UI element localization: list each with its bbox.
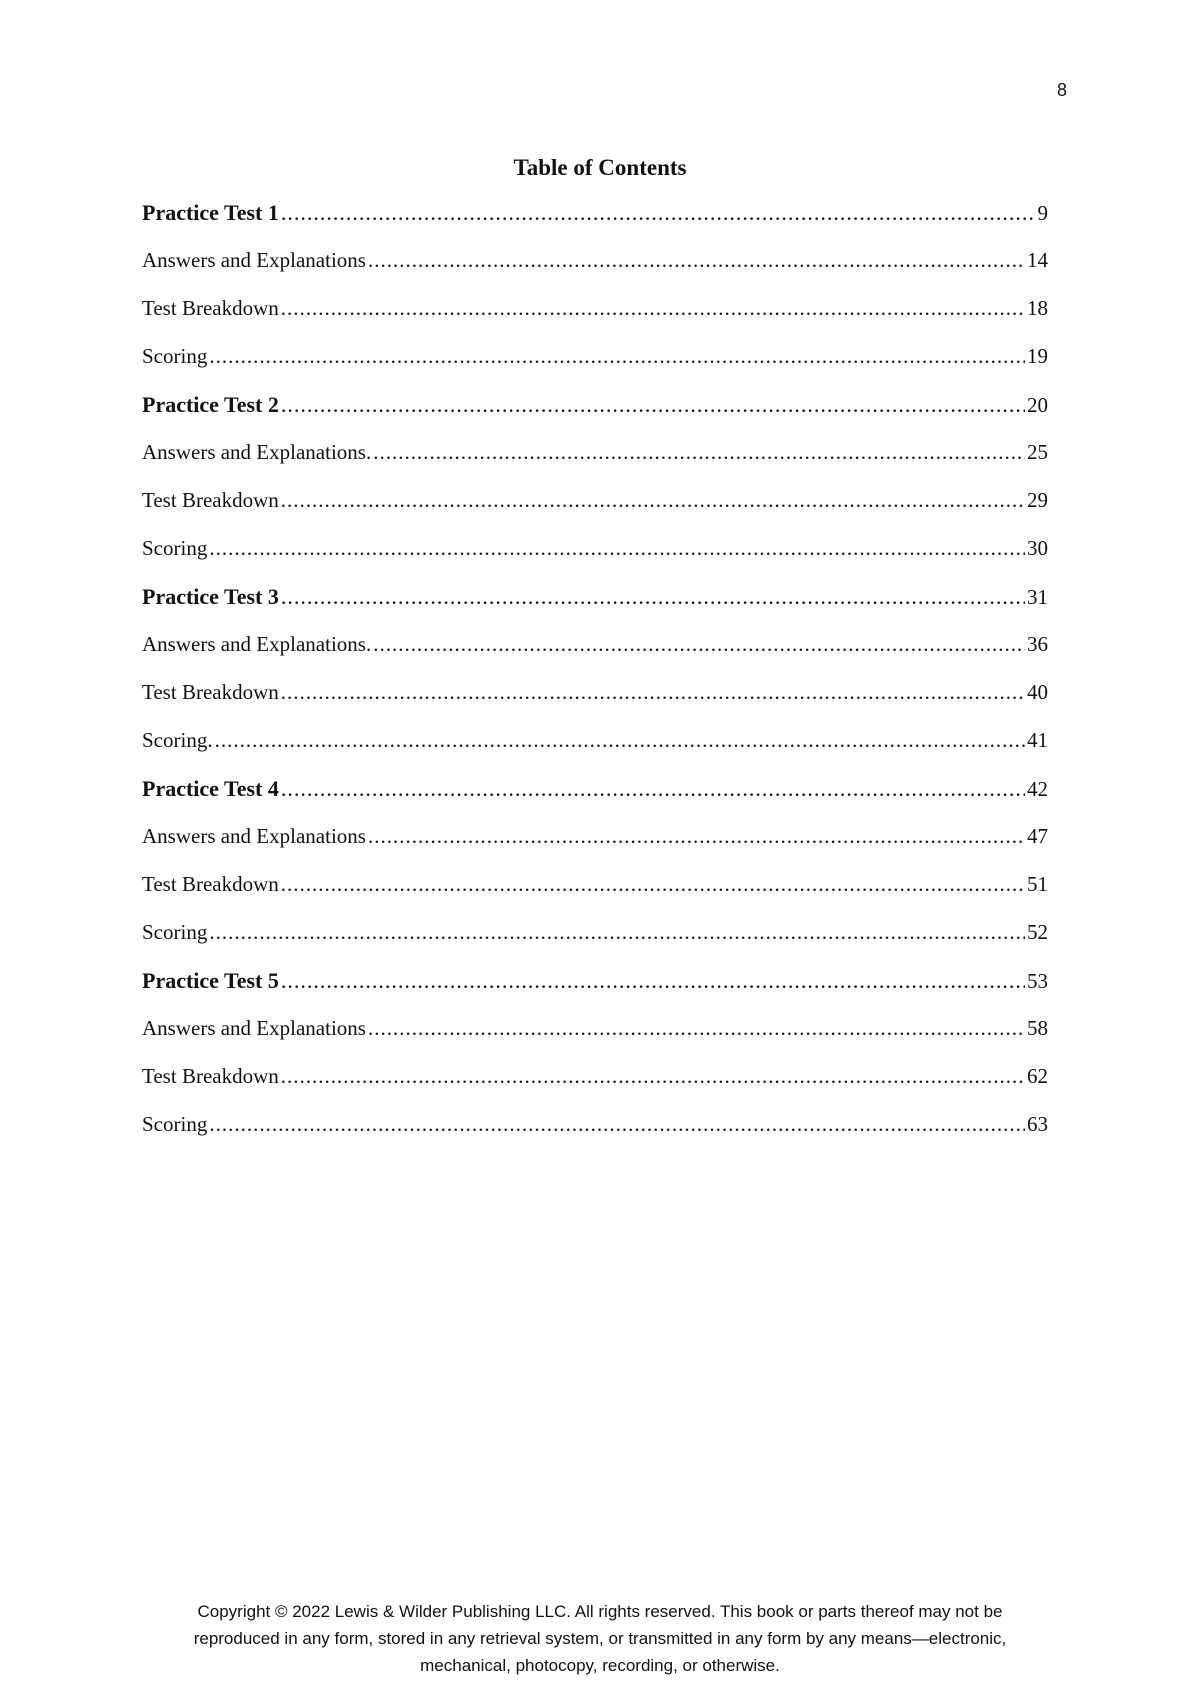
toc-entry-answers-3[interactable]: [142, 632, 1048, 680]
dot-leader: [209, 920, 1025, 945]
toc-entry-label: Test Breakdown: [142, 296, 279, 320]
toc-entry-label: Test Breakdown: [142, 1064, 279, 1088]
toc-entry-scoring-2[interactable]: [142, 536, 1048, 584]
toc-entry-scoring-4[interactable]: [142, 920, 1048, 968]
toc-entry-page: 31: [1027, 585, 1048, 609]
toc-entry-page: 14: [1027, 248, 1048, 272]
toc-entry-page: 19: [1027, 344, 1048, 368]
dot-leader: [368, 824, 1025, 849]
dot-leader: [281, 1064, 1025, 1089]
toc-entry-breakdown-3[interactable]: [142, 680, 1048, 728]
toc-entry-label: Scoring: [142, 344, 208, 368]
toc-list: [142, 200, 1048, 1160]
dot-leader: [281, 968, 1025, 994]
toc-entry-practice-test-1[interactable]: [142, 200, 1048, 248]
toc-entry-label: Scoring: [142, 536, 208, 560]
copyright-line-1: Copyright © 2022 Lewis & Wilder Publishing LLC. All rights reserved. This book or parts thereof may not be: [197, 1602, 1003, 1621]
toc-entry-breakdown-1[interactable]: [142, 296, 1048, 344]
toc-entry-breakdown-4[interactable]: [142, 872, 1048, 920]
dot-leader: [281, 776, 1025, 802]
dot-leader: [215, 728, 1025, 753]
toc-title: Table of Contents: [513, 155, 687, 180]
toc-entry-page: 62: [1027, 1064, 1048, 1088]
toc-entry-page: 52: [1027, 920, 1048, 944]
toc-entry-answers-4[interactable]: [142, 824, 1048, 872]
toc-entry-scoring-5[interactable]: [142, 1112, 1048, 1160]
toc-entry-label: Scoring: [142, 1112, 208, 1136]
toc-entry-label: Practice Test 2: [142, 392, 279, 417]
toc-entry-page: 41: [1027, 728, 1048, 752]
toc-entry-scoring-1[interactable]: [142, 344, 1048, 392]
dot-leader: [281, 200, 1036, 226]
dot-leader: [368, 248, 1025, 273]
toc-entry-page: 63: [1027, 1112, 1048, 1136]
dot-leader: [373, 440, 1025, 465]
toc-entry-page: 47: [1027, 824, 1048, 848]
toc-entry-label: Test Breakdown: [142, 488, 279, 512]
dot-leader: [373, 632, 1025, 657]
toc-entry-breakdown-2[interactable]: [142, 488, 1048, 536]
copyright-line-2: reproduced in any form, stored in any retrieval system, or transmitted in any form by any means—electronic,: [193, 1629, 1007, 1648]
dot-leader: [281, 584, 1025, 610]
toc-entry-page: 30: [1027, 536, 1048, 560]
toc-entry-page: 40: [1027, 680, 1048, 704]
toc-entry-page: 58: [1027, 1016, 1048, 1040]
toc-entry-practice-test-3[interactable]: [142, 584, 1048, 632]
toc-entry-page: 42: [1027, 777, 1048, 801]
dot-leader: [368, 1016, 1025, 1041]
toc-entry-label: Practice Test 1: [142, 200, 279, 225]
toc-entry-label: Answers and Explanations: [142, 824, 366, 848]
toc-entry-page: 36: [1027, 632, 1048, 656]
toc-entry-page: 20: [1027, 393, 1048, 417]
toc-entry-breakdown-5[interactable]: [142, 1064, 1048, 1112]
toc-entry-page: 29: [1027, 488, 1048, 512]
copyright-line-3: mechanical, photocopy, recording, or otherwise.: [420, 1656, 780, 1675]
toc-entry-answers-5[interactable]: [142, 1016, 1048, 1064]
toc-entry-practice-test-4[interactable]: [142, 776, 1048, 824]
page-number: 8: [1056, 80, 1067, 100]
toc-entry-page: 18: [1027, 296, 1048, 320]
toc-entry-label: Answers and Explanations.: [142, 440, 372, 464]
toc-entry-page: 53: [1027, 969, 1048, 993]
toc-entry-label: Answers and Explanations: [142, 1016, 366, 1040]
toc-entry-page: 9: [1037, 201, 1048, 225]
toc-entry-page: 25: [1027, 440, 1048, 464]
dot-leader: [281, 872, 1025, 897]
toc-entry-label: Answers and Explanations.: [142, 632, 372, 656]
toc-entry-practice-test-2[interactable]: [142, 392, 1048, 440]
toc-entry-practice-test-5[interactable]: [142, 968, 1048, 1016]
toc-entry-label: Practice Test 5: [142, 968, 279, 993]
toc-entry-label: Scoring: [142, 920, 208, 944]
toc-entry-label: Test Breakdown: [142, 872, 279, 896]
copyright-footer: [150, 1598, 1050, 1679]
toc-entry-label: Test Breakdown: [142, 680, 279, 704]
dot-leader: [281, 296, 1025, 321]
toc-entry-label: Scoring.: [142, 728, 213, 752]
toc-entry-answers-2[interactable]: [142, 440, 1048, 488]
toc-entry-label: Practice Test 3: [142, 584, 279, 609]
toc-entry-answers-1[interactable]: [142, 248, 1048, 296]
dot-leader: [281, 392, 1025, 418]
dot-leader: [209, 536, 1025, 561]
dot-leader: [281, 680, 1025, 705]
dot-leader: [209, 344, 1025, 369]
toc-entry-page: 51: [1027, 872, 1048, 896]
toc-entry-label: Practice Test 4: [142, 776, 279, 801]
toc-entry-scoring-3[interactable]: [142, 728, 1048, 776]
dot-leader: [209, 1112, 1025, 1137]
dot-leader: [281, 488, 1025, 513]
toc-entry-label: Answers and Explanations: [142, 248, 366, 272]
